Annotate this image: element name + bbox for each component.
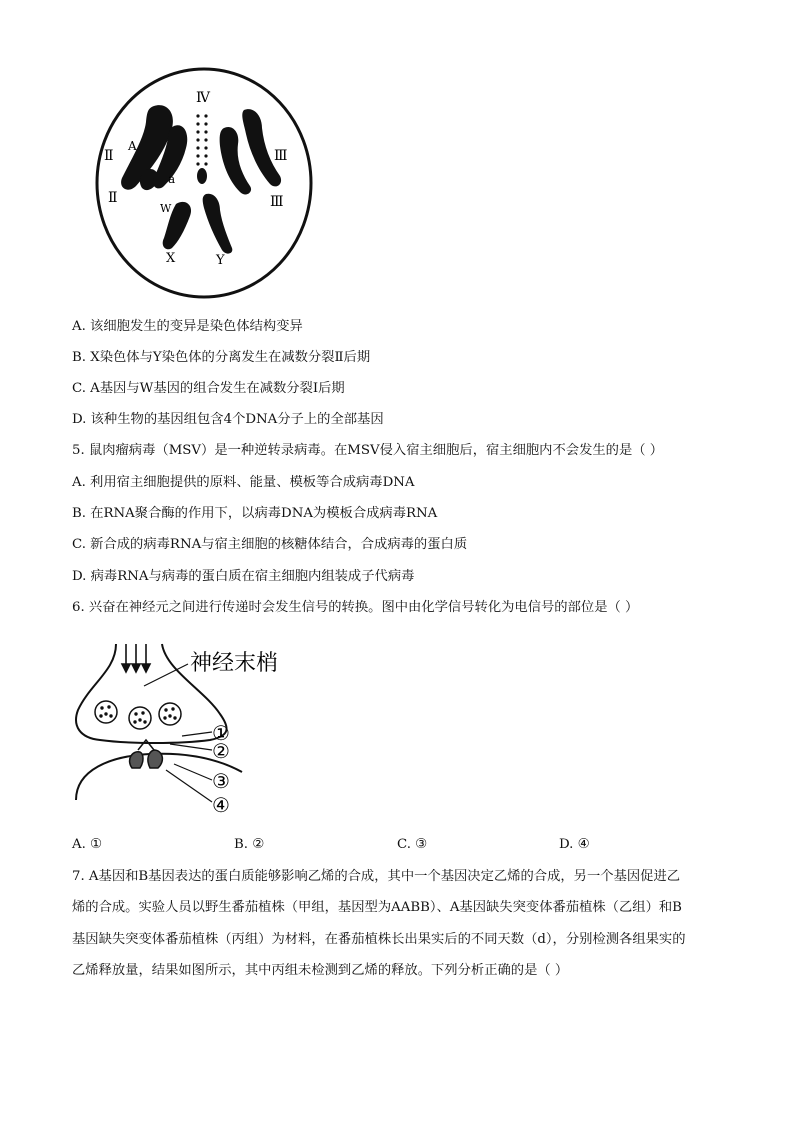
q5-option-b: B. 在RNA聚合酶的作用下，以病毒DNA为模板合成病毒RNA — [72, 506, 438, 521]
q7-line-2: 烯的合成。实验人员以野生番茄植株（甲组，基因型为AABB）、A基因缺失突变体番茄植株（乙组）和B — [72, 900, 682, 915]
label-iii-top: Ⅲ — [274, 148, 288, 164]
label-2: ② — [212, 739, 230, 763]
q7-line-3: 基因缺失突变体番茄植株（丙组）为材料，在番茄植株长出果实后的不同天数（d），分别检测各组果实的 — [72, 932, 686, 947]
label-ii-top: Ⅱ — [104, 148, 114, 164]
label-4: ④ — [212, 793, 230, 817]
label-iv: Ⅳ — [196, 90, 210, 106]
label-gene-W: W — [160, 202, 172, 215]
label-gene-A: A — [128, 139, 137, 153]
q4-option-d: D. 该种生物的基因组包含4个DNA分子上的全部基因 — [72, 412, 384, 427]
q4-option-c: C. A基因与W基因的组合发生在减数分裂Ⅰ后期 — [72, 381, 345, 396]
signal-arrows — [122, 644, 150, 672]
cell-chromosome-figure — [94, 66, 314, 302]
q6-option-d: D. ④ — [559, 837, 590, 852]
q5-stem: 5. 鼠肉瘤病毒（MSV）是一种逆转录病毒。在MSV侵入宿主细胞后，宿主细胞内不会发生的是（ ） — [72, 443, 664, 458]
q4-option-b: B. X染色体与Y染色体的分离发生在减数分裂Ⅱ后期 — [72, 350, 371, 365]
q6-option-a: A. ① — [72, 837, 102, 852]
label-ii-bottom: Ⅱ — [108, 190, 118, 206]
chromosome-center-right — [220, 127, 251, 195]
q5-option-c: C. 新合成的病毒RNA与宿主细胞的核糖体结合，合成病毒的蛋白质 — [72, 537, 468, 552]
chromosome-iv-dots — [196, 114, 207, 184]
q6-option-c: C. ③ — [397, 837, 428, 852]
label-gene-a: a — [168, 172, 176, 186]
label-y: Y — [216, 253, 225, 268]
label-3: ③ — [212, 769, 230, 793]
synaptic-vesicles — [95, 701, 181, 729]
q5-option-a: A. 利用宿主细胞提供的原料、能量、模板等合成病毒DNA — [72, 475, 415, 490]
q6-option-b: B. ② — [234, 837, 265, 852]
q6-stem: 6. 兴奋在神经元之间进行传递时会发生信号的转换。图中由化学信号转化为电信号的部位是（ ） — [72, 600, 639, 615]
q7-line-1: 7. A基因和B基因表达的蛋白质能够影响乙烯的合成，其中一个基因决定乙烯的合成，另一个基因促进乙 — [72, 869, 681, 884]
chromosome-y — [203, 194, 233, 254]
q5-option-d: D. 病毒RNA与病毒的蛋白质在宿主细胞内组装成子代病毒 — [72, 569, 415, 584]
synapse-figure — [70, 640, 310, 830]
label-1: ① — [212, 721, 230, 745]
q4-option-a: A. 该细胞发生的变异是染色体结构变异 — [72, 319, 303, 334]
neurotransmitter-dots — [99, 705, 176, 723]
nerve-ending-title: 神经末梢 — [190, 651, 279, 676]
q7-line-4: 乙烯释放量，结果如图所示，其中丙组未检测到乙烯的释放。下列分析正确的是（ ） — [72, 963, 569, 978]
label-iii-bottom: Ⅲ — [270, 194, 284, 210]
label-x: X — [166, 251, 176, 266]
